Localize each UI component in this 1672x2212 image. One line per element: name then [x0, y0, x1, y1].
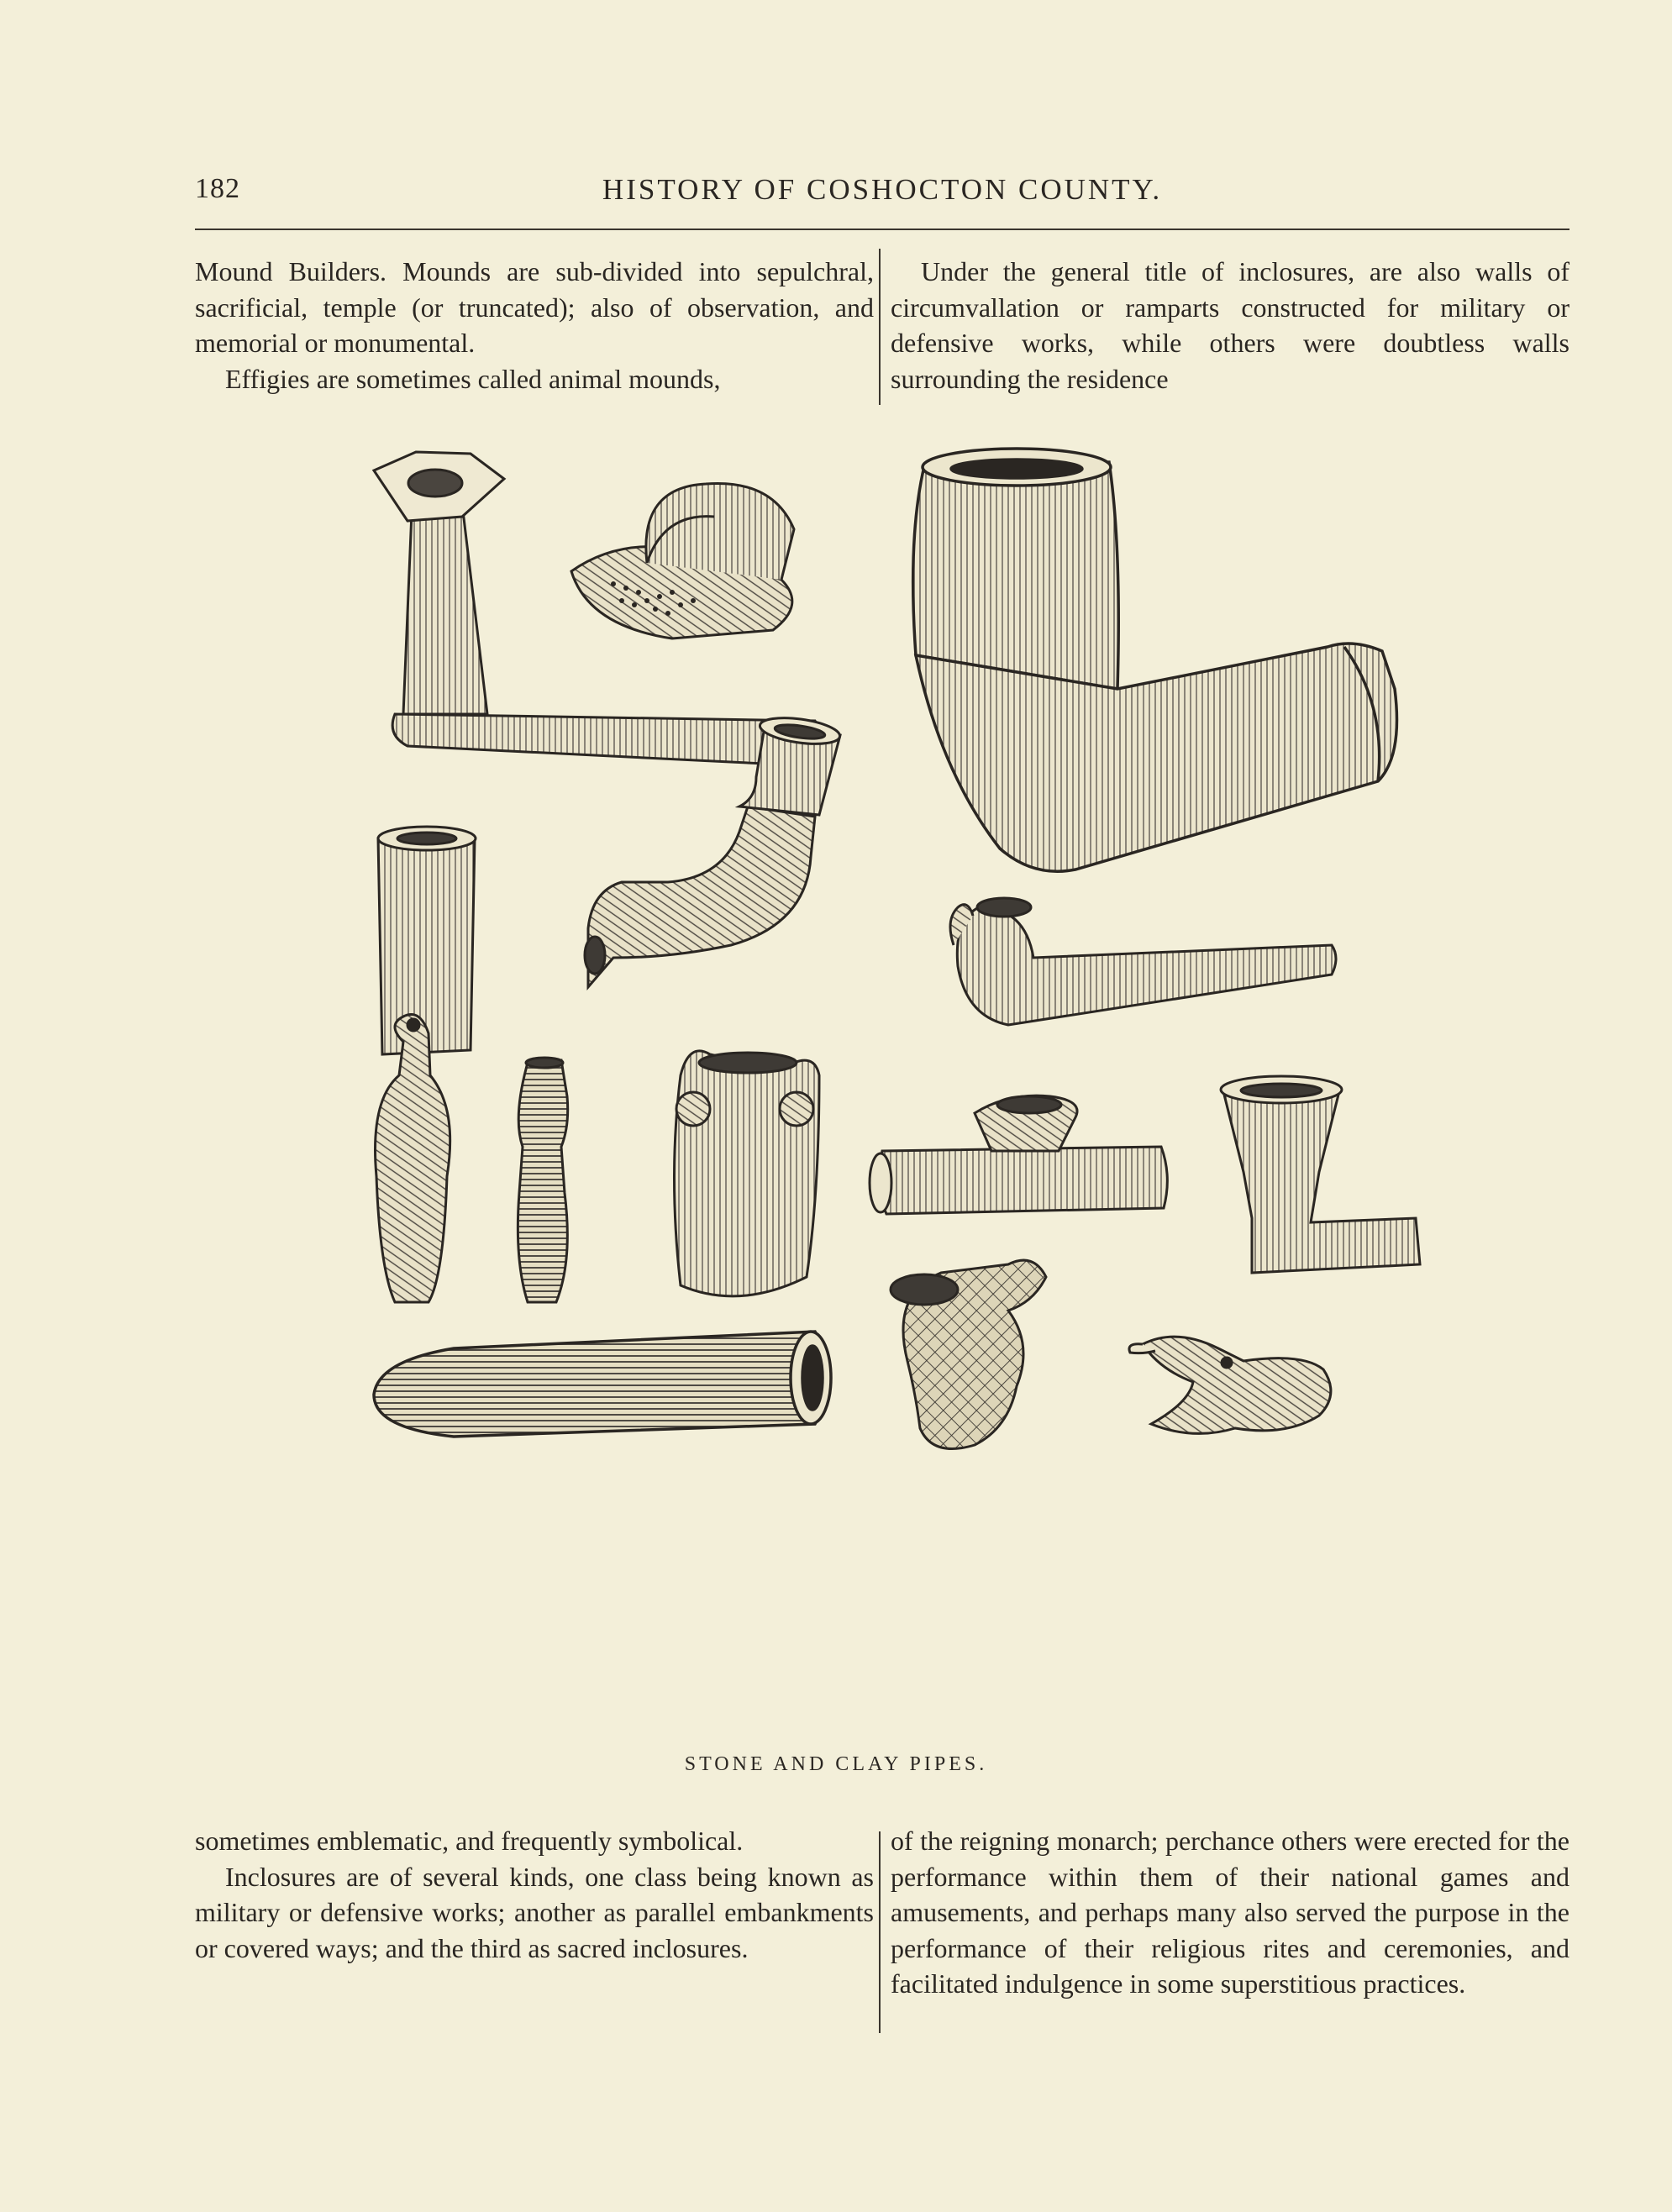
serpent-effigy-pipe: [891, 1260, 1046, 1449]
column-rule: [879, 1831, 881, 2033]
eagle-head-pipe: [1129, 1337, 1331, 1433]
tubular-socket-pipe: [870, 1095, 1167, 1214]
running-title: HISTORY OF COSHOCTON COUNTY.: [602, 173, 1163, 206]
funnel-bowl-pipe: [1221, 1076, 1420, 1273]
top-right-column: [891, 254, 1569, 397]
paragraph: Mound Builders. Mounds are sub-divided into sepulchral, sacrificial, temple (or truncated); also of observation, and memorial or monumental.: [195, 256, 874, 358]
small-vase-pipe: [518, 1058, 567, 1302]
large-clay-elbow-pipe: [913, 449, 1397, 871]
figure-caption: STONE AND CLAY PIPES.: [684, 1753, 988, 1775]
bird-head-effigy-pipe: [376, 1015, 450, 1303]
paragraph: Effigies are sometimes called animal mounds,: [225, 363, 721, 394]
running-head: [195, 173, 1569, 215]
duck-effigy-pipe: [571, 483, 794, 638]
bottom-right-column: [891, 1823, 1569, 2002]
human-effigy-pipe: [675, 1051, 820, 1296]
pipes-engraving: [336, 437, 1454, 1747]
paragraph: Inclosures are of several kinds, one class being known as military or defensive works; another as parallel embankments or covered ways; and the third as sacred inclosures.: [195, 1861, 874, 1963]
header-rule: [195, 229, 1569, 230]
tube-pipe: [374, 1332, 831, 1437]
paragraph: sometimes emblematic, and frequently symbolical.: [195, 1826, 744, 1856]
column-rule: [879, 249, 881, 405]
block-pipe: [378, 827, 476, 1054]
bottom-left-column: [195, 1823, 874, 1966]
bird-bowl-long-stem-pipe: [950, 898, 1336, 1025]
pipes-illustration: [336, 437, 1454, 1747]
paragraph: of the reigning monarch; perchance others were erected for the performance within them of their national games and amusements, and perhaps many also served the purpose in the performance of their religious rites and ceremonies, and facilitated indulgence in some superstitious practices.: [891, 1826, 1569, 1999]
page-number: 182: [195, 173, 240, 204]
top-left-column: [195, 254, 874, 397]
paragraph: Under the general title of inclosures, are also walls of circumvallation or ramparts constructed for military or defensive works, while others were doubtless walls surrounding the residence: [891, 256, 1569, 394]
